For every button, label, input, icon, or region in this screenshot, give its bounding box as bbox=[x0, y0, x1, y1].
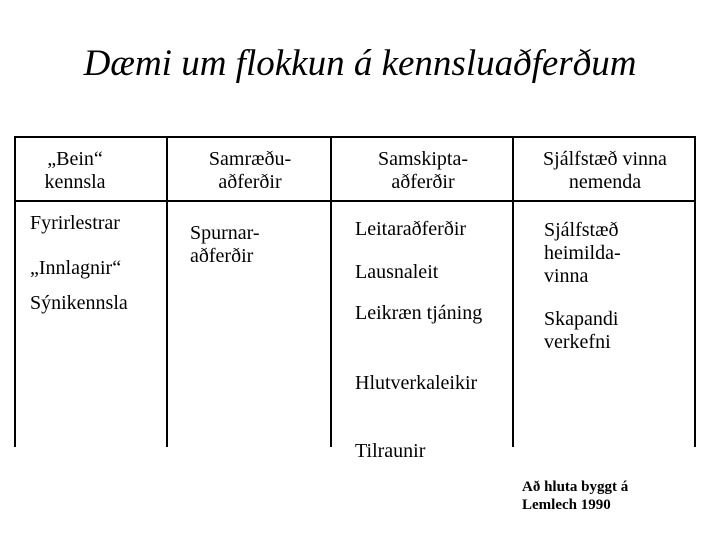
header-samskiptaadferdir: Samskipta- aðferðir bbox=[378, 148, 468, 193]
column-divider bbox=[330, 136, 332, 447]
cell-spurnaradferdir: Spurnar- aðferðir bbox=[190, 222, 260, 267]
cell-leikraen-tjaning: Leikræn tjáning bbox=[355, 302, 483, 324]
cell-sjalfstaed-heimildavinna: Sjálfstæð heimilda- vinna bbox=[544, 219, 621, 287]
header-sjalfstaed-vinna: Sjálfstæð vinna nemenda bbox=[543, 148, 667, 193]
column-divider bbox=[166, 136, 168, 447]
cell-innlagnir: „Innlagnir“ bbox=[30, 257, 122, 279]
slide-title: Dæmi um flokkun á kennsluaðferðum bbox=[83, 43, 637, 84]
cell-synikennsla: Sýnikennsla bbox=[30, 292, 128, 314]
cell-skapandi-verkefni: Skapandi verkefni bbox=[544, 308, 619, 353]
cell-tilraunir: Tilraunir bbox=[355, 440, 426, 462]
cell-lausnaleit: Lausnaleit bbox=[355, 261, 439, 283]
cell-hlutverkaleikir: Hlutverkaleikir bbox=[355, 372, 478, 394]
cell-fyrirlestrar: Fyrirlestrar bbox=[30, 212, 120, 234]
header-bein-kennsla: „Bein“ kennsla bbox=[44, 148, 106, 193]
cell-leitaradferdir: Leitaraðferðir bbox=[355, 218, 467, 240]
header-samraeduadferdir: Samræðu- aðferðir bbox=[208, 148, 292, 193]
source-note: Að hluta byggt á Lemlech 1990 bbox=[522, 479, 629, 513]
header-divider bbox=[14, 200, 696, 202]
